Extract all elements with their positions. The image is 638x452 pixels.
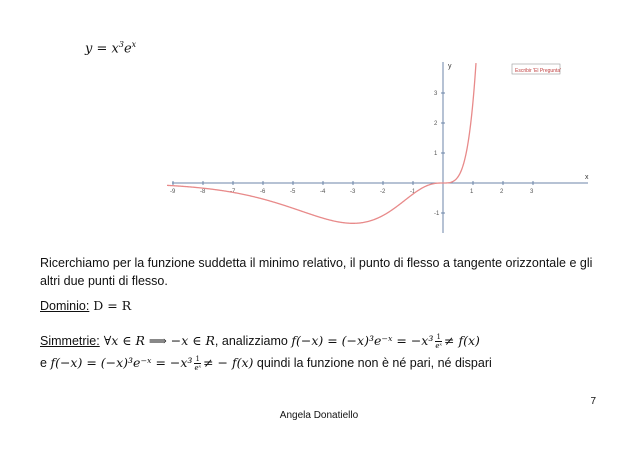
fraction-numerator-2: 1 <box>195 355 200 364</box>
x-tick-label: -8 <box>200 189 206 195</box>
simmetrie-label: Simmetrie: <box>40 334 100 348</box>
simm-not-equal-fx: ≠ f(x) <box>444 333 480 348</box>
simmetrie-line-1 <box>40 332 600 350</box>
footer-author: Angela Donatiello <box>279 410 359 421</box>
y-tick-label: 2 <box>434 121 438 127</box>
formula-exp-x: x <box>131 40 137 49</box>
page-number: 7 <box>590 396 596 407</box>
x-tick-label: 2 <box>500 189 504 195</box>
simm-not-equal-minus-fx: ≠ − f(x) <box>203 355 254 370</box>
x-tick-label: -6 <box>260 189 266 195</box>
formula-equals: = <box>92 41 112 57</box>
function-formula <box>85 40 136 56</box>
formula-e: e <box>123 41 132 57</box>
simm-conclusion: quindi la funzione non è né pari, né dispari <box>253 356 492 370</box>
y-tick-label: 3 <box>434 91 438 97</box>
x-tick-label: -3 <box>350 189 356 195</box>
x-tick-label: -1 <box>410 189 416 195</box>
dominio-label: Dominio: <box>40 299 90 313</box>
fraction-numerator: 1 <box>436 333 441 342</box>
fraction-1-over-ex-2 <box>194 355 201 372</box>
function-curve <box>167 63 476 223</box>
dominio-value: D = R <box>89 298 132 313</box>
y-axis-label: y <box>448 63 452 70</box>
legend-text: Escribir 'El Pregunta' <box>515 68 562 74</box>
x-tick-label: -7 <box>230 189 236 195</box>
simm-f-minus-x-2: f(−x) = (−x)³e⁻ˣ = −x³ <box>50 355 193 370</box>
simm-quantifier: ∀x ∈ R ⟹ −x ∈ R <box>99 333 215 348</box>
simmetrie-line-2 <box>40 354 600 372</box>
dominio-line <box>40 297 600 315</box>
simm-e-conjunction: e <box>40 356 51 370</box>
formula-exp-3: 3 <box>118 40 124 49</box>
y-tick-label: 1 <box>434 151 438 157</box>
fraction-1-over-ex <box>435 333 442 350</box>
x-tick-label: -2 <box>380 189 386 195</box>
x-tick-label: -5 <box>290 189 296 195</box>
fraction-denominator: eˣ <box>435 342 442 351</box>
formula-lhs: y <box>85 41 93 57</box>
axis-ticks <box>170 91 534 217</box>
x-axis-label: x <box>585 174 589 181</box>
x-tick-label: -4 <box>320 189 326 195</box>
formula-x: x <box>111 41 119 57</box>
y-tick-label: -1 <box>434 211 440 217</box>
intro-paragraph: Ricerchiamo per la funzione suddetta il minimo relativo, il punto di flesso a tangente orizzontale e gli altri due punti di flesso. <box>40 256 593 288</box>
x-tick-label: 1 <box>470 189 474 195</box>
fraction-denominator-2: eˣ <box>194 364 202 373</box>
simm-f-minus-x: f(−x) = (−x)³e⁻ˣ = −x³ <box>291 333 434 348</box>
function-graph <box>160 58 600 238</box>
x-tick-label: -9 <box>170 189 176 195</box>
simm-analyze-text: , analizziamo <box>214 334 292 348</box>
x-tick-label: 3 <box>530 189 534 195</box>
